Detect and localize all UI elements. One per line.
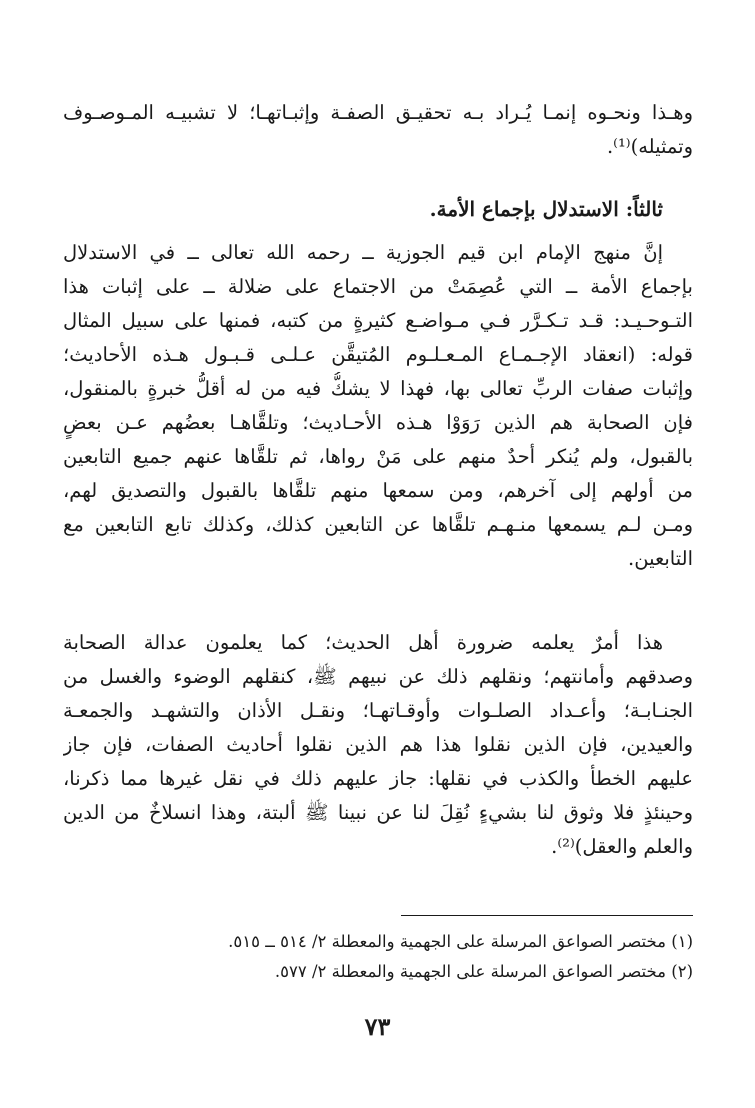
footnote-separator [401, 915, 693, 916]
text-line: والعيدين، فإن الذين نقلوا هذا هم الذين نقلوا أحاديث الصفات، فإن جاز [63, 733, 693, 756]
text-line: قوله: (انعقاد الإجـمـاع المـعـلـوم المُتيقَّن عـلـى قـبـول هـذه الأحاديث؛ [63, 343, 693, 366]
text-line: وصدقهم وأمانتهم؛ ونقلهم ذلك عن نبيهم ﷺ، كنقلهم الوضوء والغسل من [63, 665, 693, 688]
text-line: إنَّ منهج الإمام ابن قيم الجوزية ــ رحمه الله تعالى ــ في الاستدلال [63, 241, 663, 264]
text-line: بالقبول، ولم يُنكر أحدٌ منهم على مَنْ رواها، ثم تلقَّاها عنهم جميع التابعين [63, 445, 693, 468]
text-line: الجنـابـة؛ وأعـداد الصلـوات وأوقـاتهـا؛ ونقـل الأذان والتشهـد والجمعـة [63, 699, 693, 722]
text-line: التـوحـيـد: قـد تـكـرَّر فـي مـواضـع كثيرةٍ من كتبه، فمنها على سبيل المثال [63, 309, 693, 332]
footnote: (٢) مختصر الصواعق المرسلة على الجهمية والمعطلة ٢/ ٥٧٧. [274, 962, 693, 981]
text-line: فإن الصحابة هم الذين رَوَوْا هـذه الأحـاديث؛ وتلقَّاهـا بعضُهم عـن بعضٍ [63, 411, 693, 434]
text-line: وحينئذٍ فلا وثوق لنا بشيءٍ نُقِلَ لنا عن نبينا ﷺ ألبتة، وهذا انسلاخٌ من الدين [63, 801, 693, 824]
text-line: هذا أمرٌ يعلمه ضرورة أهل الحديث؛ كما يعلمون عدالة الصحابة [63, 631, 663, 654]
text-line: من أولهم إلى آخرهم، ومن سمعها منهم تلقَّاها بالقبول والتصديق لهم، [63, 479, 693, 502]
text-line: وهـذا ونحـوه إنمـا يُـراد بـه تحقيـق الصفـة وإثبـاتهـا؛ لا تشبيـه المـوصـوف [63, 101, 693, 124]
text-line: بإجماع الأمة ــ التي عُصِمَتْ من الاجتماع على ضلالة ــ على إثبات هذا [63, 275, 693, 298]
text-line: والعلم والعقل)⁽²⁾. [551, 835, 693, 858]
text-line: عليهم الخطأ والكذب في نقلها: جاز عليهم ذلك في نقل غيرها مما ذكرنا، [63, 767, 693, 790]
footnote: (١) مختصر الصواعق المرسلة على الجهمية والمعطلة ٢/ ٥١٤ ــ ٥١٥. [228, 932, 693, 951]
text-line: وإثبات صفات الربِّ تعالى بها، فهذا لا يشكُّ فيه من له أقلُّ خبرةٍ بالمنقول، [63, 377, 693, 400]
section-heading: ثالثاً: الاستدلال بإجماع الأمة. [429, 197, 663, 221]
text-line: التابعين. [628, 547, 693, 570]
text-line: ومـن لـم يسمعها منـهـم تلقَّاها عن التابعين كذلك، وكذلك تابع التابعين مع [63, 513, 693, 536]
page-number: ٧٣ [364, 1012, 391, 1041]
text-line: وتمثيله)⁽¹⁾. [606, 135, 693, 158]
